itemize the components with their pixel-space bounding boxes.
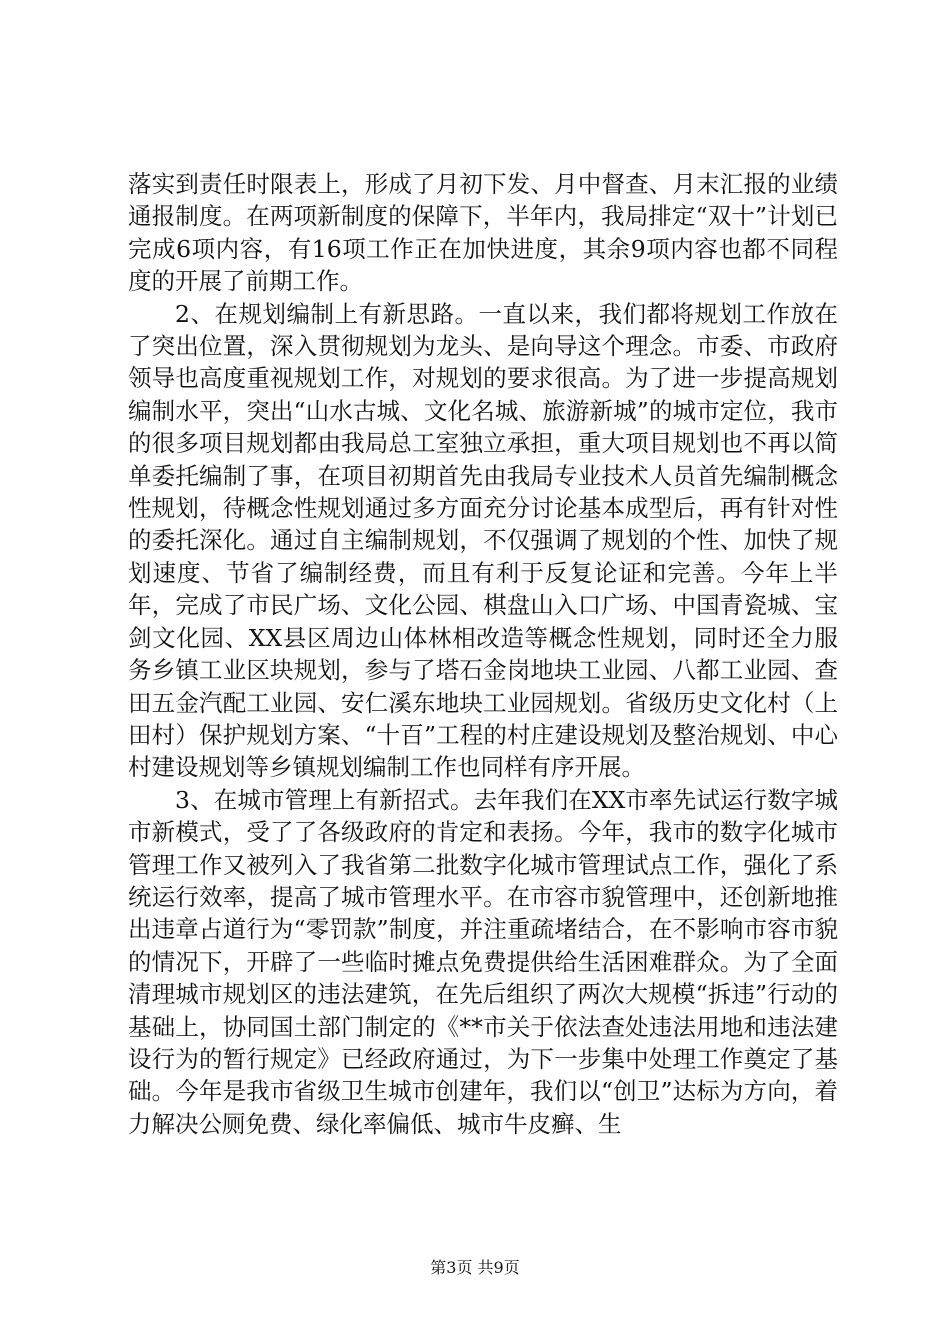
document-body [128, 168, 838, 1140]
page-number-footer: 第3页 共9页 [430, 1258, 520, 1277]
paragraph-continuation: 落实到责任时限表上，形成了月初下发、月中督查、月末汇报的业绩通报制度。在两项新制度的保障下，半年内，我局排定“双十”计划已完成6项内容，有16项工作正在加快进度，其余9项内容也都不同程度的开展了前期工作。 [128, 170, 838, 296]
paragraph-planning: 2、在规划编制上有新思路。一直以来，我们都将规划工作放在了突出位置，深入贯彻规划为龙头、是向导这个理念。市委、市政府领导也高度重视规划工作，对规划的要求很高。为了进一步提高规划编制水平，突出“山水古城、文化名城、旅游新城”的城市定位，我市的很多项目规划都由我局总工室独立承担，重大项目规划也不再以简单委托编制了事，在项目初期首先由我局专业技术人员首先编制概念性规划，待概念性规划通过多方面充分讨论基本成型后，再有针对性的委托深化。通过自主编制规划，不仅强调了规划的个性、加快了规划速度、节省了编制经费，而且有利于反复论证和完善。今年上半年，完成了市民广场、文化公园、棋盘山入口广场、中国青瓷城、宝剑文化园、XX县区周边山体林相改造等概念性规划，同时还全力服务乡镇工业区块规划，参与了塔石金岗地块工业园、八都工业园、查田五金汽配工业园、安仁溪东地块工业园规划。省级历史文化村（上田村）保护规划方案、“十百”工程的村庄建设规划及整治规划、中心村建设规划等乡镇规划编制工作也同样有序开展。 [128, 299, 838, 782]
paragraph-city-management: 3、在城市管理上有新招式。去年我们在XX市率先试运行数字城市新模式，受了了各级政府的肯定和表扬。今年，我市的数字化城市管理工作又被列入了我省第二批数字化城市管理试点工作，强化了系统运行效率，提高了城市管理水平。在市容市貌管理中，还创新地推出违章占道行为“零罚款”制度，并注重疏堵结合，在不影响市容市貌的情况下，开辟了一些临时摊点免费提供给生活困难群众。为了全面清理城市规划区的违法建筑，在先后组织了两次大规模“拆违”行动的基础上，协同国土部门制定的《**市关于依法查处违法用地和违法建设行为的暂行规定》已经政府通过，为下一步集中处理工作奠定了基础。今年是我市省级卫生城市创建年，我们以“创卫”达标为方向，着力解决公厕免费、绿化率偏低、城市牛皮癣、生 [128, 785, 838, 1138]
